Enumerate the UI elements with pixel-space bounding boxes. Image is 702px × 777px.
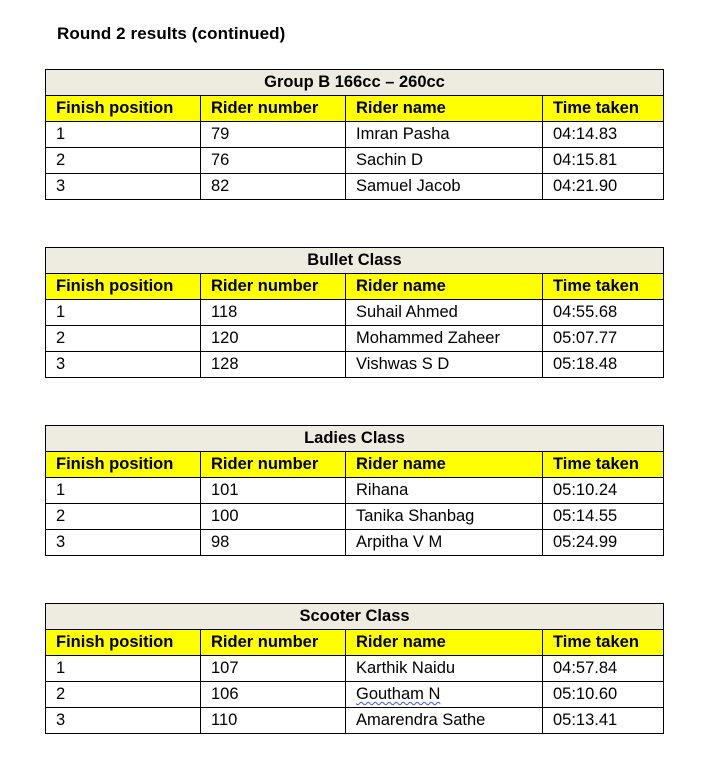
column-header-number: Rider number (201, 452, 346, 478)
cell-position: 1 (46, 656, 201, 682)
cell-position: 3 (46, 708, 201, 734)
table-row (46, 148, 664, 174)
cell-rider-name: Vishwas S D (346, 352, 543, 378)
column-header-name: Rider name (346, 274, 543, 300)
column-header-position: Finish position (46, 274, 201, 300)
results-table-scooter-class (45, 603, 664, 734)
column-header-position: Finish position (46, 630, 201, 656)
column-header-name: Rider name (346, 630, 543, 656)
table-caption-row (46, 426, 664, 452)
cell-rider-number: 98 (201, 530, 346, 556)
cell-position: 2 (46, 682, 201, 708)
cell-rider-number: 100 (201, 504, 346, 530)
cell-rider-number: 128 (201, 352, 346, 378)
table-row (46, 300, 664, 326)
table-header-row (46, 630, 664, 656)
cell-position: 2 (46, 148, 201, 174)
cell-time: 05:24.99 (543, 530, 664, 556)
page-title: Round 2 results (continued) (57, 24, 286, 43)
column-header-time: Time taken (543, 630, 664, 656)
table-header-row (46, 452, 664, 478)
column-header-name: Rider name (346, 96, 543, 122)
table-row (46, 504, 664, 530)
table-row (46, 682, 664, 708)
table-caption: Group B 166cc – 260cc (46, 70, 664, 96)
cell-time: 05:14.55 (543, 504, 664, 530)
cell-rider-number: 118 (201, 300, 346, 326)
column-header-time: Time taken (543, 274, 664, 300)
cell-rider-number: 101 (201, 478, 346, 504)
spellcheck-underlined-name: Goutham N (356, 685, 441, 703)
results-table-ladies-class (45, 425, 664, 556)
cell-position: 2 (46, 504, 201, 530)
cell-position: 2 (46, 326, 201, 352)
cell-rider-name: Imran Pasha (346, 122, 543, 148)
table-row (46, 530, 664, 556)
cell-position: 1 (46, 122, 201, 148)
table-row (46, 656, 664, 682)
table-row (46, 708, 664, 734)
table-row (46, 478, 664, 504)
cell-rider-name (346, 682, 543, 708)
cell-rider-number: 120 (201, 326, 346, 352)
table-caption-row (46, 604, 664, 630)
column-header-number: Rider number (201, 96, 346, 122)
table-caption-row (46, 248, 664, 274)
cell-rider-name: Amarendra Sathe (346, 708, 543, 734)
cell-position: 1 (46, 478, 201, 504)
table-caption: Ladies Class (46, 426, 664, 452)
cell-rider-name: Arpitha V M (346, 530, 543, 556)
table-row (46, 352, 664, 378)
cell-rider-number: 110 (201, 708, 346, 734)
cell-rider-number: 79 (201, 122, 346, 148)
column-header-position: Finish position (46, 96, 201, 122)
cell-time: 04:14.83 (543, 122, 664, 148)
cell-rider-number: 76 (201, 148, 346, 174)
cell-rider-name: Suhail Ahmed (346, 300, 543, 326)
cell-rider-name: Mohammed Zaheer (346, 326, 543, 352)
table-caption: Scooter Class (46, 604, 664, 630)
table-row (46, 122, 664, 148)
cell-rider-name: Rihana (346, 478, 543, 504)
table-header-row (46, 274, 664, 300)
cell-rider-number: 106 (201, 682, 346, 708)
cell-time: 05:07.77 (543, 326, 664, 352)
cell-time: 04:55.68 (543, 300, 664, 326)
cell-position: 3 (46, 174, 201, 200)
table-caption-row (46, 70, 664, 96)
cell-time: 04:57.84 (543, 656, 664, 682)
cell-time: 05:10.60 (543, 682, 664, 708)
table-row (46, 326, 664, 352)
cell-rider-name: Karthik Naidu (346, 656, 543, 682)
column-header-time: Time taken (543, 96, 664, 122)
cell-position: 1 (46, 300, 201, 326)
column-header-position: Finish position (46, 452, 201, 478)
column-header-number: Rider number (201, 274, 346, 300)
column-header-name: Rider name (346, 452, 543, 478)
cell-position: 3 (46, 352, 201, 378)
cell-rider-name: Sachin D (346, 148, 543, 174)
cell-position: 3 (46, 530, 201, 556)
cell-time: 05:10.24 (543, 478, 664, 504)
cell-time: 04:15.81 (543, 148, 664, 174)
cell-rider-name: Samuel Jacob (346, 174, 543, 200)
cell-rider-name: Tanika Shanbag (346, 504, 543, 530)
cell-rider-number: 82 (201, 174, 346, 200)
column-header-number: Rider number (201, 630, 346, 656)
results-table-group-b (45, 69, 664, 200)
cell-time: 05:13.41 (543, 708, 664, 734)
cell-time: 05:18.48 (543, 352, 664, 378)
cell-rider-number: 107 (201, 656, 346, 682)
table-caption: Bullet Class (46, 248, 664, 274)
results-table-bullet-class (45, 247, 664, 378)
table-header-row (46, 96, 664, 122)
table-row (46, 174, 664, 200)
cell-time: 04:21.90 (543, 174, 664, 200)
column-header-time: Time taken (543, 452, 664, 478)
